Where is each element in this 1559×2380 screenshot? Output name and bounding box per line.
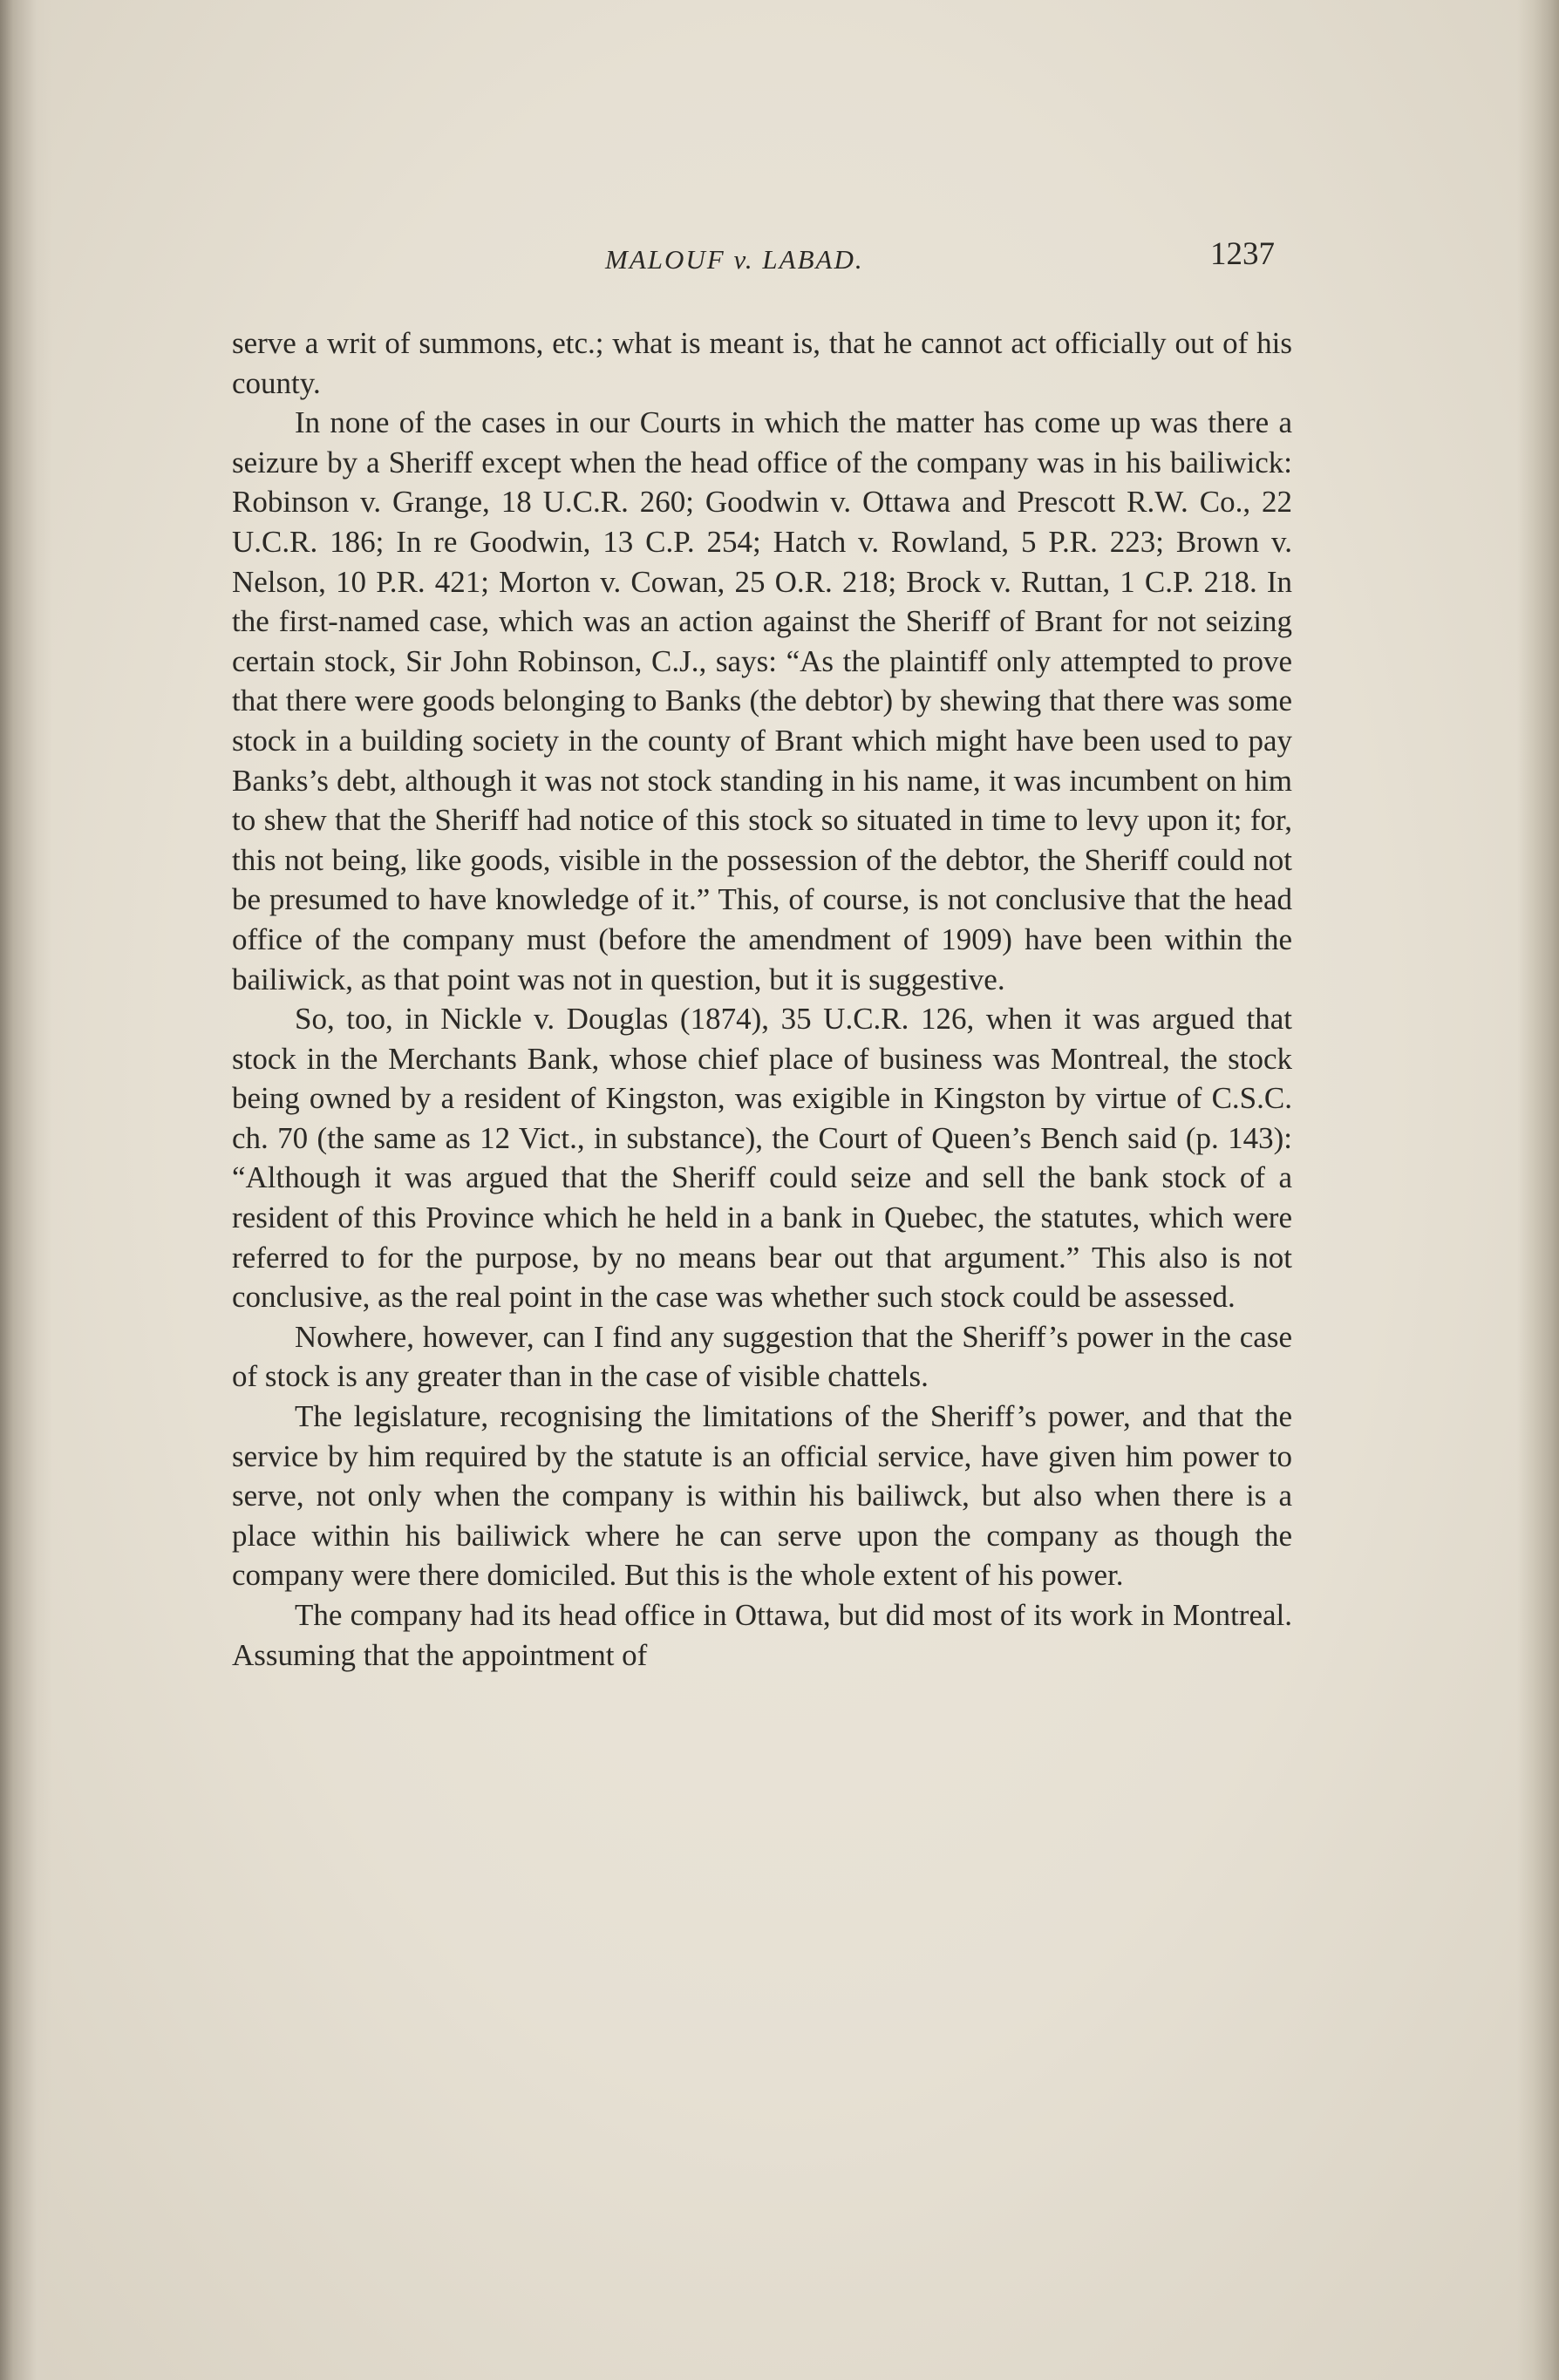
body-text <box>232 323 1292 1675</box>
paragraph: Nowhere, however, can I find any suggestion that the Sheriff’s power in the case of stock is any greater than in the case of visible chattels. <box>232 1319 1292 1394</box>
binding-shadow <box>0 0 52 2380</box>
page-header <box>232 235 1275 288</box>
paragraph: serve a writ of summons, etc.; what is meant is, that he cannot act officially out of his county. <box>232 326 1292 400</box>
paragraph: So, too, in Nickle v. Douglas (1874), 35 U.C.R. 126, when it was argued that stock in the Merchants Bank, whose chief place of business was Montreal, the stock being owned by a resident of Kingston, was exigible in Kingston by virtue of C.S.C. ch. 70 (the same as 12 Vict., in substance), the Court of Queen’s Bench said (p. 143): “Although it was argued that the Sheriff could seize and sell the bank stock of a resident of this Province which he held in a bank in Quebec, the statutes, which were referred to for the purpose, by no means bear out that argument.” This also is not conclusive, as the real point in the case was whether such stock could be assessed. <box>232 1002 1292 1315</box>
page-number: 1237 <box>1210 236 1275 272</box>
paragraph: The legislature, recognising the limitations of the Sheriff’s power, and that the service by him required by the statute is an official service, have given him power to serve, not only when the company is within his bailiwck, but also when there is a place within his bailiwick where he can serve upon the company as though the company were there domiciled. But this is the whole extent of his power. <box>232 1399 1292 1593</box>
paragraph: In none of the cases in our Courts in which the matter has come up was there a seizure by a Sheriff except when the head office of the company was in his bailiwick: Robinson v. Grange, 18 U.C.R. 260; Goodwin v. Ottawa and Prescott R.W. Co., 22 U.C.R. 186; In re Goodwin, 13 C.P. 254; Hatch v. Rowland, 5 P.R. 223; Brown v. Nelson, 10 P.R. 421; Morton v. Cowan, 25 O.R. 218; Brock v. Ruttan, 1 C.P. 218. In the first-named case, which was an action against the Sheriff of Brant for not seizing certain stock, Sir John Robinson, C.J., says: “As the plaintiff only attempted to prove that there were goods belonging to Banks (the debtor) by shewing that there was some stock in a building society in the county of Brant which might have been used to pay Banks’s debt, although it was not stock standing in his name, it was incumbent on him to shew that the Sheriff had notice of this stock so situated in time to levy upon it; for, this not being, like goods, visible in the possession of the debtor, the Sheriff could not be presumed to have knowledge of it.” This, of course, is not conclusive that the head office of the company must (before the amendment of 1909) have been within the bailiwick, as that point was not in question, but it is suggestive. <box>232 405 1292 996</box>
running-title: MALOUF v. LABAD. <box>605 244 864 275</box>
page-edge <box>1517 0 1559 2380</box>
paragraph: The company had its head office in Ottawa, but did most of its work in Montreal. Assuming that the appointment of <box>232 1598 1292 1672</box>
